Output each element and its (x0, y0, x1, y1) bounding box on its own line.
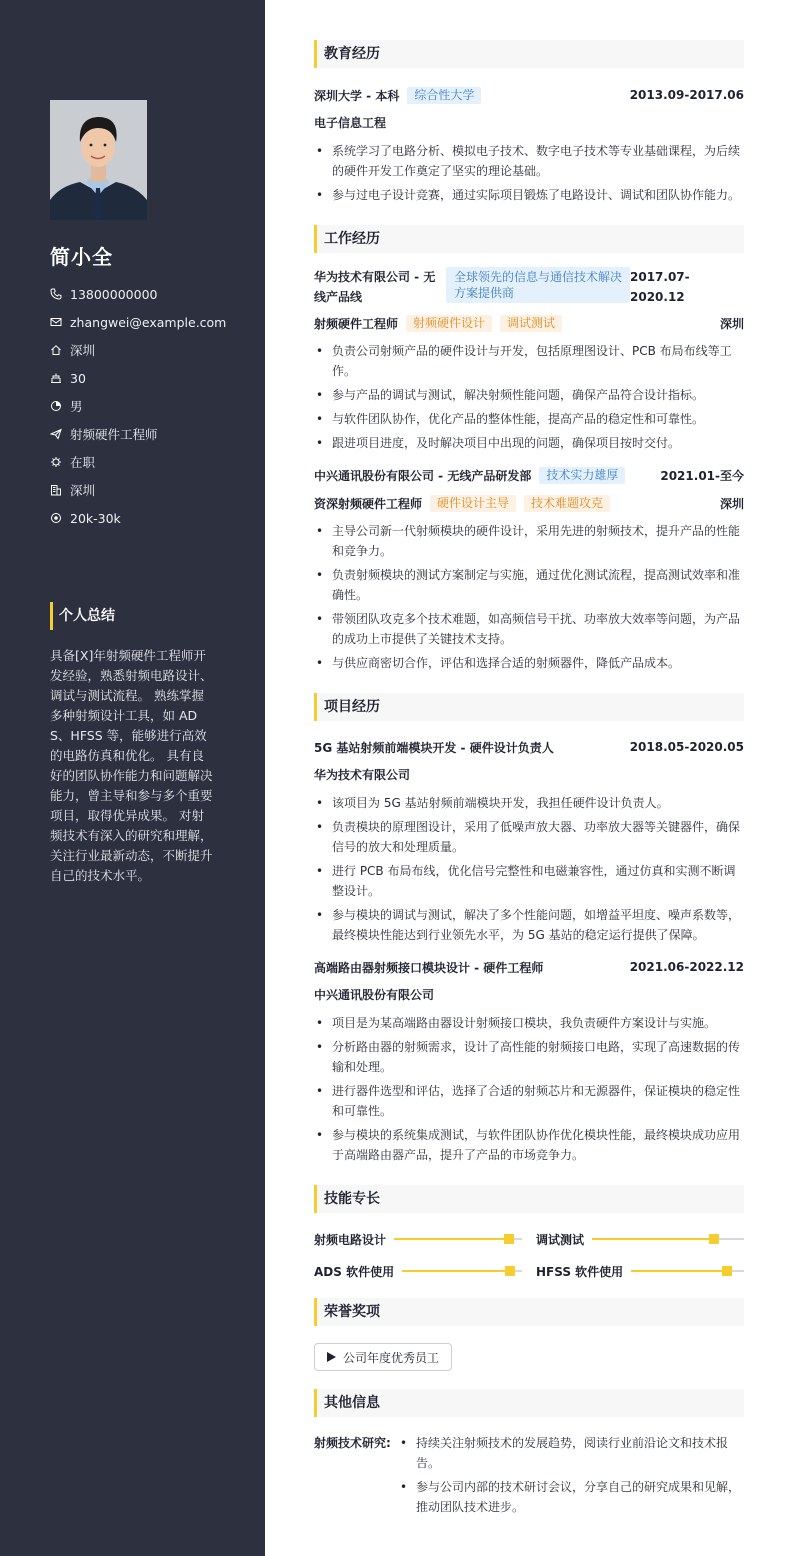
project-header (314, 737, 744, 757)
skill-item (536, 1262, 744, 1280)
list-item: • 与软件团队协作，优化产品的整体性能，提高产品的稳定性和可靠性。 (314, 409, 744, 429)
job-city: 深圳 (719, 316, 744, 331)
list-item: • 带领团队攻克多个技术难题，如高频信号干扰、功率放大效率等问题，为产品的成功上市提供了关键技术支持。 (314, 609, 744, 649)
job-date: 2021.01-至今 (660, 468, 744, 483)
education-header (314, 85, 744, 105)
skill-name: 射频电路设计 (314, 1232, 387, 1247)
home-icon (50, 344, 62, 356)
sidebar (0, 0, 265, 1556)
gender-icon (50, 400, 62, 412)
skill-name: ADS 软件使用 (314, 1264, 395, 1279)
age-icon (50, 372, 62, 384)
project-entry (314, 737, 744, 945)
info-age (50, 364, 226, 392)
info-phone (50, 280, 226, 308)
phone-icon (50, 288, 62, 300)
mail-icon (50, 316, 62, 328)
project-date: 2018.05-2020.05 (629, 740, 744, 754)
education-bullets (314, 141, 744, 205)
work-section (314, 225, 744, 673)
skill-fill (402, 1270, 510, 1272)
company-name: 中兴通讯股份有限公司 - 无线产品研发部 (314, 468, 532, 483)
list-item: • 参与模块的系统集成测试，与软件团队协作优化模块性能，最终模块成功应用于高端路由器产品，提升了产品的市场竞争力。 (314, 1125, 744, 1165)
job-title: 射频硬件工程师 (314, 316, 399, 331)
job-role-row (314, 313, 744, 333)
info-position (50, 420, 226, 448)
section-heading: 其他信息 (314, 1389, 744, 1417)
company-name: 华为技术有限公司 - 无线产品线 (314, 270, 436, 304)
info-location (50, 336, 226, 364)
major: 电子信息工程 (314, 116, 387, 130)
company-tag: 技术实力雄厚 (539, 467, 625, 484)
list-item: • 系统学习了电路分析、模拟电子技术、数字电子技术等专业基础课程，为后续的硬件开发工作奠定了坚实的理论基础。 (314, 141, 744, 181)
award-badge (314, 1343, 452, 1371)
list-item: • 进行 PCB 布局布线，优化信号完整性和电磁兼容性，通过仿真和实测不断调整设计。 (314, 861, 744, 901)
job-role-row (314, 493, 744, 513)
other-bullets (398, 1433, 744, 1521)
info-text: 射频硬件工程师 (70, 427, 158, 442)
info-status (50, 448, 226, 476)
skill-item (314, 1230, 522, 1248)
job-tag: 硬件设计主导 (430, 495, 516, 512)
company-tag: 全球领先的信息与通信技术解决方案提供商 (446, 267, 630, 303)
job-tag: 技术难题攻克 (524, 495, 610, 512)
info-salary (50, 504, 226, 532)
skill-item (314, 1262, 522, 1280)
job-title: 资深射频硬件工程师 (314, 496, 423, 511)
info-gender (50, 392, 226, 420)
main-content (314, 40, 744, 1521)
info-work-city (50, 476, 226, 504)
list-item: • 参与模块的调试与测试，解决了多个性能问题，如增益平坦度、噪声系数等，最终模块性能达到行业领先水平，为 5G 基站的稳定运行提供了保障。 (314, 905, 744, 945)
list-item: • 参与公司内部的技术研讨会议，分享自己的研究成果和见解，推动团队技术进步。 (398, 1477, 744, 1517)
skill-name: HFSS 软件使用 (536, 1264, 624, 1279)
list-item: • 进行器件选型和评估，选择了合适的射频芯片和无源器件，保证模块的稳定性和可靠性。 (314, 1081, 744, 1121)
awards-section (314, 1298, 744, 1371)
skill-fill (631, 1270, 727, 1272)
list-item: • 与供应商密切合作，评估和选择合适的射频器件，降低产品成本。 (314, 653, 744, 673)
section-heading: 技能专长 (314, 1185, 744, 1213)
section-heading: 项目经历 (314, 693, 744, 721)
skill-handle (505, 1266, 515, 1276)
other-section (314, 1389, 744, 1521)
list-item: • 负责公司射频产品的硬件设计与开发，包括原理图设计、PCB 布局布线等工作。 (314, 341, 744, 381)
skills-grid (314, 1230, 744, 1280)
other-row (314, 1433, 744, 1521)
section-heading: 工作经历 (314, 225, 744, 253)
projects-section (314, 693, 744, 1165)
job-city: 深圳 (719, 496, 744, 511)
info-text: 男 (70, 399, 83, 414)
skill-handle (504, 1234, 514, 1244)
summary-text: 具备[X]年射频硬件工程师开发经验，熟悉射频电路设计、调试与测试流程。 熟练掌握多种射频设计工具，如 ADS、HFSS 等，能够进行高效的电路仿真和优化。 具有良好的团队协作能力和问题解决能力，曾主导和参与多个重要项目，取得优异成果。 对射频技术有深入的研究和理解，关注行业最新动态，不断提升自己的技术水平。 (50, 648, 213, 883)
project-name: 高端路由器射频接口模块设计 - 硬件工程师 (314, 960, 544, 975)
contact-info-list (50, 280, 226, 532)
status-icon (50, 456, 62, 468)
award-text: 公司年度优秀员工 (343, 1350, 440, 1365)
project-header (314, 957, 744, 977)
skill-handle (709, 1234, 719, 1244)
skill-fill (592, 1238, 714, 1240)
skill-fill (394, 1238, 509, 1240)
project-bullets (314, 793, 744, 945)
info-text: 在职 (70, 455, 96, 470)
info-email (50, 308, 226, 336)
project-company: 中兴通讯股份有限公司 (314, 988, 435, 1002)
project-entry (314, 957, 744, 1165)
info-text: 深圳 (70, 343, 96, 358)
project-date: 2021.06-2022.12 (629, 960, 744, 974)
list-item: • 参与产品的调试与测试，解决射频性能问题，确保产品符合设计指标。 (314, 385, 744, 405)
school-name: 深圳大学 - 本科 (314, 88, 400, 103)
job-tag: 射频硬件设计 (406, 315, 492, 332)
skills-section (314, 1185, 744, 1280)
info-text: 13800000000 (70, 286, 158, 302)
info-text: 30 (70, 370, 86, 386)
school-tag: 综合性大学 (407, 87, 481, 104)
list-item: • 参与过电子设计竞赛，通过实际项目锻炼了电路设计、调试和团队协作能力。 (314, 185, 744, 205)
project-company: 华为技术有限公司 (314, 768, 411, 782)
list-item: • 分析路由器的射频需求，设计了高性能的射频接口电路，实现了高速数据的传输和处理。 (314, 1037, 744, 1077)
summary-heading: 个人总结 (50, 602, 115, 630)
play-icon (327, 1352, 336, 1362)
skill-handle (722, 1266, 732, 1276)
skill-bar (402, 1270, 522, 1272)
list-item: • 项目是为某高端路由器设计射频接口模块，我负责硬件方案设计与实施。 (314, 1013, 744, 1033)
project-name: 5G 基站射频前端模块开发 - 硬件设计负责人 (314, 740, 554, 755)
info-text: zhangwei@example.com (70, 314, 227, 330)
info-text: 深圳 (70, 483, 96, 498)
profile-photo (50, 100, 147, 220)
section-heading: 荣誉奖项 (314, 1298, 744, 1326)
candidate-name: 简小全 (50, 245, 113, 269)
skill-name: 调试测试 (536, 1232, 585, 1247)
job-header (314, 465, 744, 485)
send-icon (50, 428, 62, 440)
job-entry (314, 465, 744, 673)
skill-bar (631, 1270, 744, 1272)
list-item: • 负责射频模块的测试方案制定与实施，通过优化测试流程，提高测试效率和准确性。 (314, 565, 744, 605)
skill-bar (394, 1238, 522, 1240)
job-entry (314, 267, 744, 453)
list-item: • 负责模块的原理图设计，采用了低噪声放大器、功率放大器等关键器件，确保信号的放大和处理质量。 (314, 817, 744, 857)
education-section (314, 40, 744, 205)
list-item: • 持续关注射频技术的发展趋势，阅读行业前沿论文和技术报告。 (398, 1433, 744, 1473)
building-icon (50, 484, 62, 496)
salary-icon (50, 512, 62, 524)
other-label: 射频技术研究: (314, 1436, 391, 1450)
skill-item (536, 1230, 744, 1248)
job-date: 2017.07-2020.12 (630, 270, 690, 304)
skill-bar (592, 1238, 744, 1240)
project-bullets (314, 1013, 744, 1165)
job-bullets (314, 341, 744, 453)
section-heading: 教育经历 (314, 40, 744, 68)
list-item: • 跟进项目进度，及时解决项目中出现的问题，确保项目按时交付。 (314, 433, 744, 453)
job-tag: 调试测试 (500, 315, 562, 332)
avatar-illustration (50, 100, 147, 220)
job-bullets (314, 521, 744, 673)
info-text: 20k-30k (70, 510, 121, 526)
list-item: • 主导公司新一代射频模块的硬件设计，采用先进的射频技术，提升产品的性能和竞争力。 (314, 521, 744, 561)
list-item: • 该项目为 5G 基站射频前端模块开发，我担任硬件设计负责人。 (314, 793, 744, 813)
education-date: 2013.09-2017.06 (629, 88, 744, 102)
job-header (314, 267, 744, 307)
